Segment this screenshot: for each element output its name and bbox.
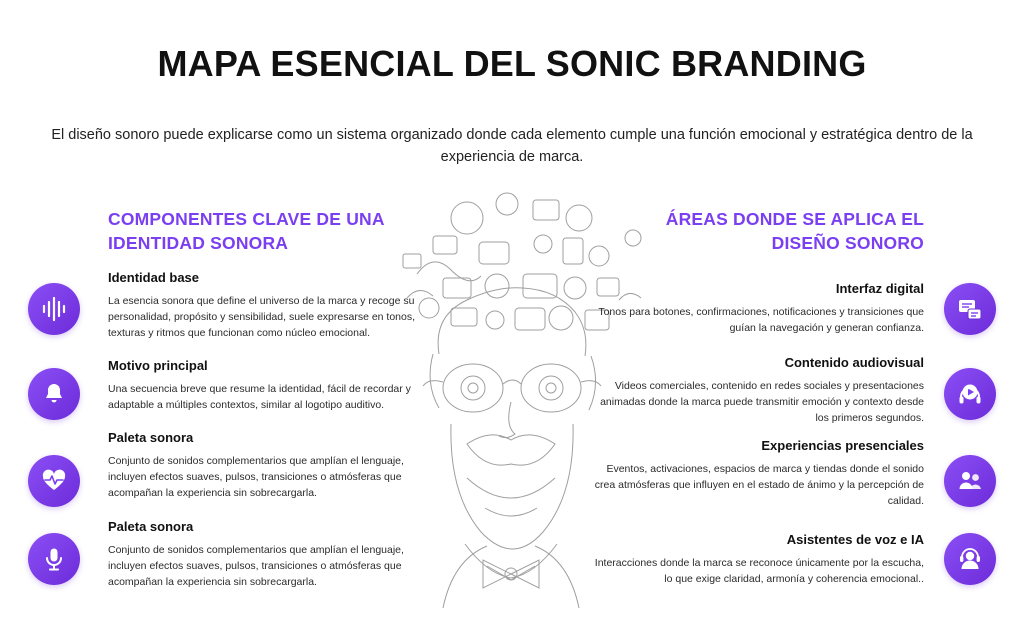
page-subtitle: El diseño sonoro puede explicarse como un sistema organizado donde cada elemento cumple una función emocional y estratégica dentro de la experiencia de marca. — [51, 127, 973, 166]
page-title: MAPA ESENCIAL DEL SONIC BRANDING — [157, 43, 867, 84]
left-item-motivo-principal — [108, 358, 438, 413]
left-item-body: Conjunto de sonidos complementarios que amplían el lenguaje, incluyen efectos suaves, pulsos, transiciones o atmósferas que acompañan la experiencia sin sobrecargarla. — [108, 454, 404, 500]
right-item-title: Asistentes de voz e IA — [786, 532, 924, 547]
video-headphones-icon — [944, 368, 996, 420]
right-item-title: Interfaz digital — [835, 281, 924, 296]
left-item-body: Conjunto de sonidos complementarios que amplían el lenguaje, incluyen efectos suaves, pulsos, transiciones o atmósferas que acompañan la experiencia sin sobrecargarla. — [108, 543, 404, 589]
right-item-body: Tonos para botones, confirmaciones, notificaciones y transiciones que guían la navegación y generan confianza. — [598, 305, 924, 334]
left-item-title: Paleta sonora — [108, 430, 194, 445]
right-item-interfaz-digital — [594, 281, 924, 336]
right-item-title: Experiencias presenciales — [761, 438, 924, 453]
right-column-heading: ÁREAS DONDE SE APLICA EL DISEÑO SONORO — [665, 209, 924, 253]
headset-agent-icon — [944, 533, 996, 585]
left-item-title: Motivo principal — [108, 358, 208, 373]
left-item-paleta-sonora-2 — [108, 519, 438, 590]
left-item-title: Paleta sonora — [108, 519, 194, 534]
waveform-icon — [28, 283, 80, 335]
right-item-body: Videos comerciales, contenido en redes sociales y presentaciones animadas donde la marca puede transmitir emoción y contexto desde los primeros segundos. — [600, 379, 924, 425]
screen-message-icon — [944, 283, 996, 335]
left-column-heading: COMPONENTES CLAVE DE UNA IDENTIDAD SONORA — [108, 209, 385, 253]
left-item-body: Una secuencia breve que resume la identidad, fácil de recordar y adaptable a múltiples contextos, similar al logotipo auditivo. — [108, 382, 411, 411]
people-group-icon — [944, 455, 996, 507]
heart-pulse-icon — [28, 455, 80, 507]
right-item-body: Interacciones donde la marca se reconoce únicamente por la escucha, lo que exige claridad, armonía y coherencia emocional.. — [594, 556, 924, 585]
header — [0, 44, 1024, 84]
right-item-contenido-audiovisual — [594, 355, 924, 426]
left-item-title: Identidad base — [108, 270, 200, 285]
bell-icon — [28, 368, 80, 420]
right-item-asistentes-de-voz — [594, 532, 924, 587]
right-item-experiencias-presenciales — [594, 438, 924, 509]
right-item-body: Eventos, activaciones, espacios de marca y tiendas donde el sonido crea atmósferas que influyen en el estado de ánimo y la percepción de calidad. — [594, 462, 924, 508]
left-item-identidad-base — [108, 270, 438, 341]
right-item-title: Contenido audiovisual — [784, 355, 924, 370]
microphone-icon — [28, 533, 80, 585]
left-item-paleta-sonora-1 — [108, 430, 438, 501]
left-item-body: La esencia sonora que define el universo de la marca y recoge su personalidad, propósito y sensibilidad, suele expresarse en tonos, texturas y ritmos que funcionan como núcleo emocional. — [108, 294, 416, 340]
